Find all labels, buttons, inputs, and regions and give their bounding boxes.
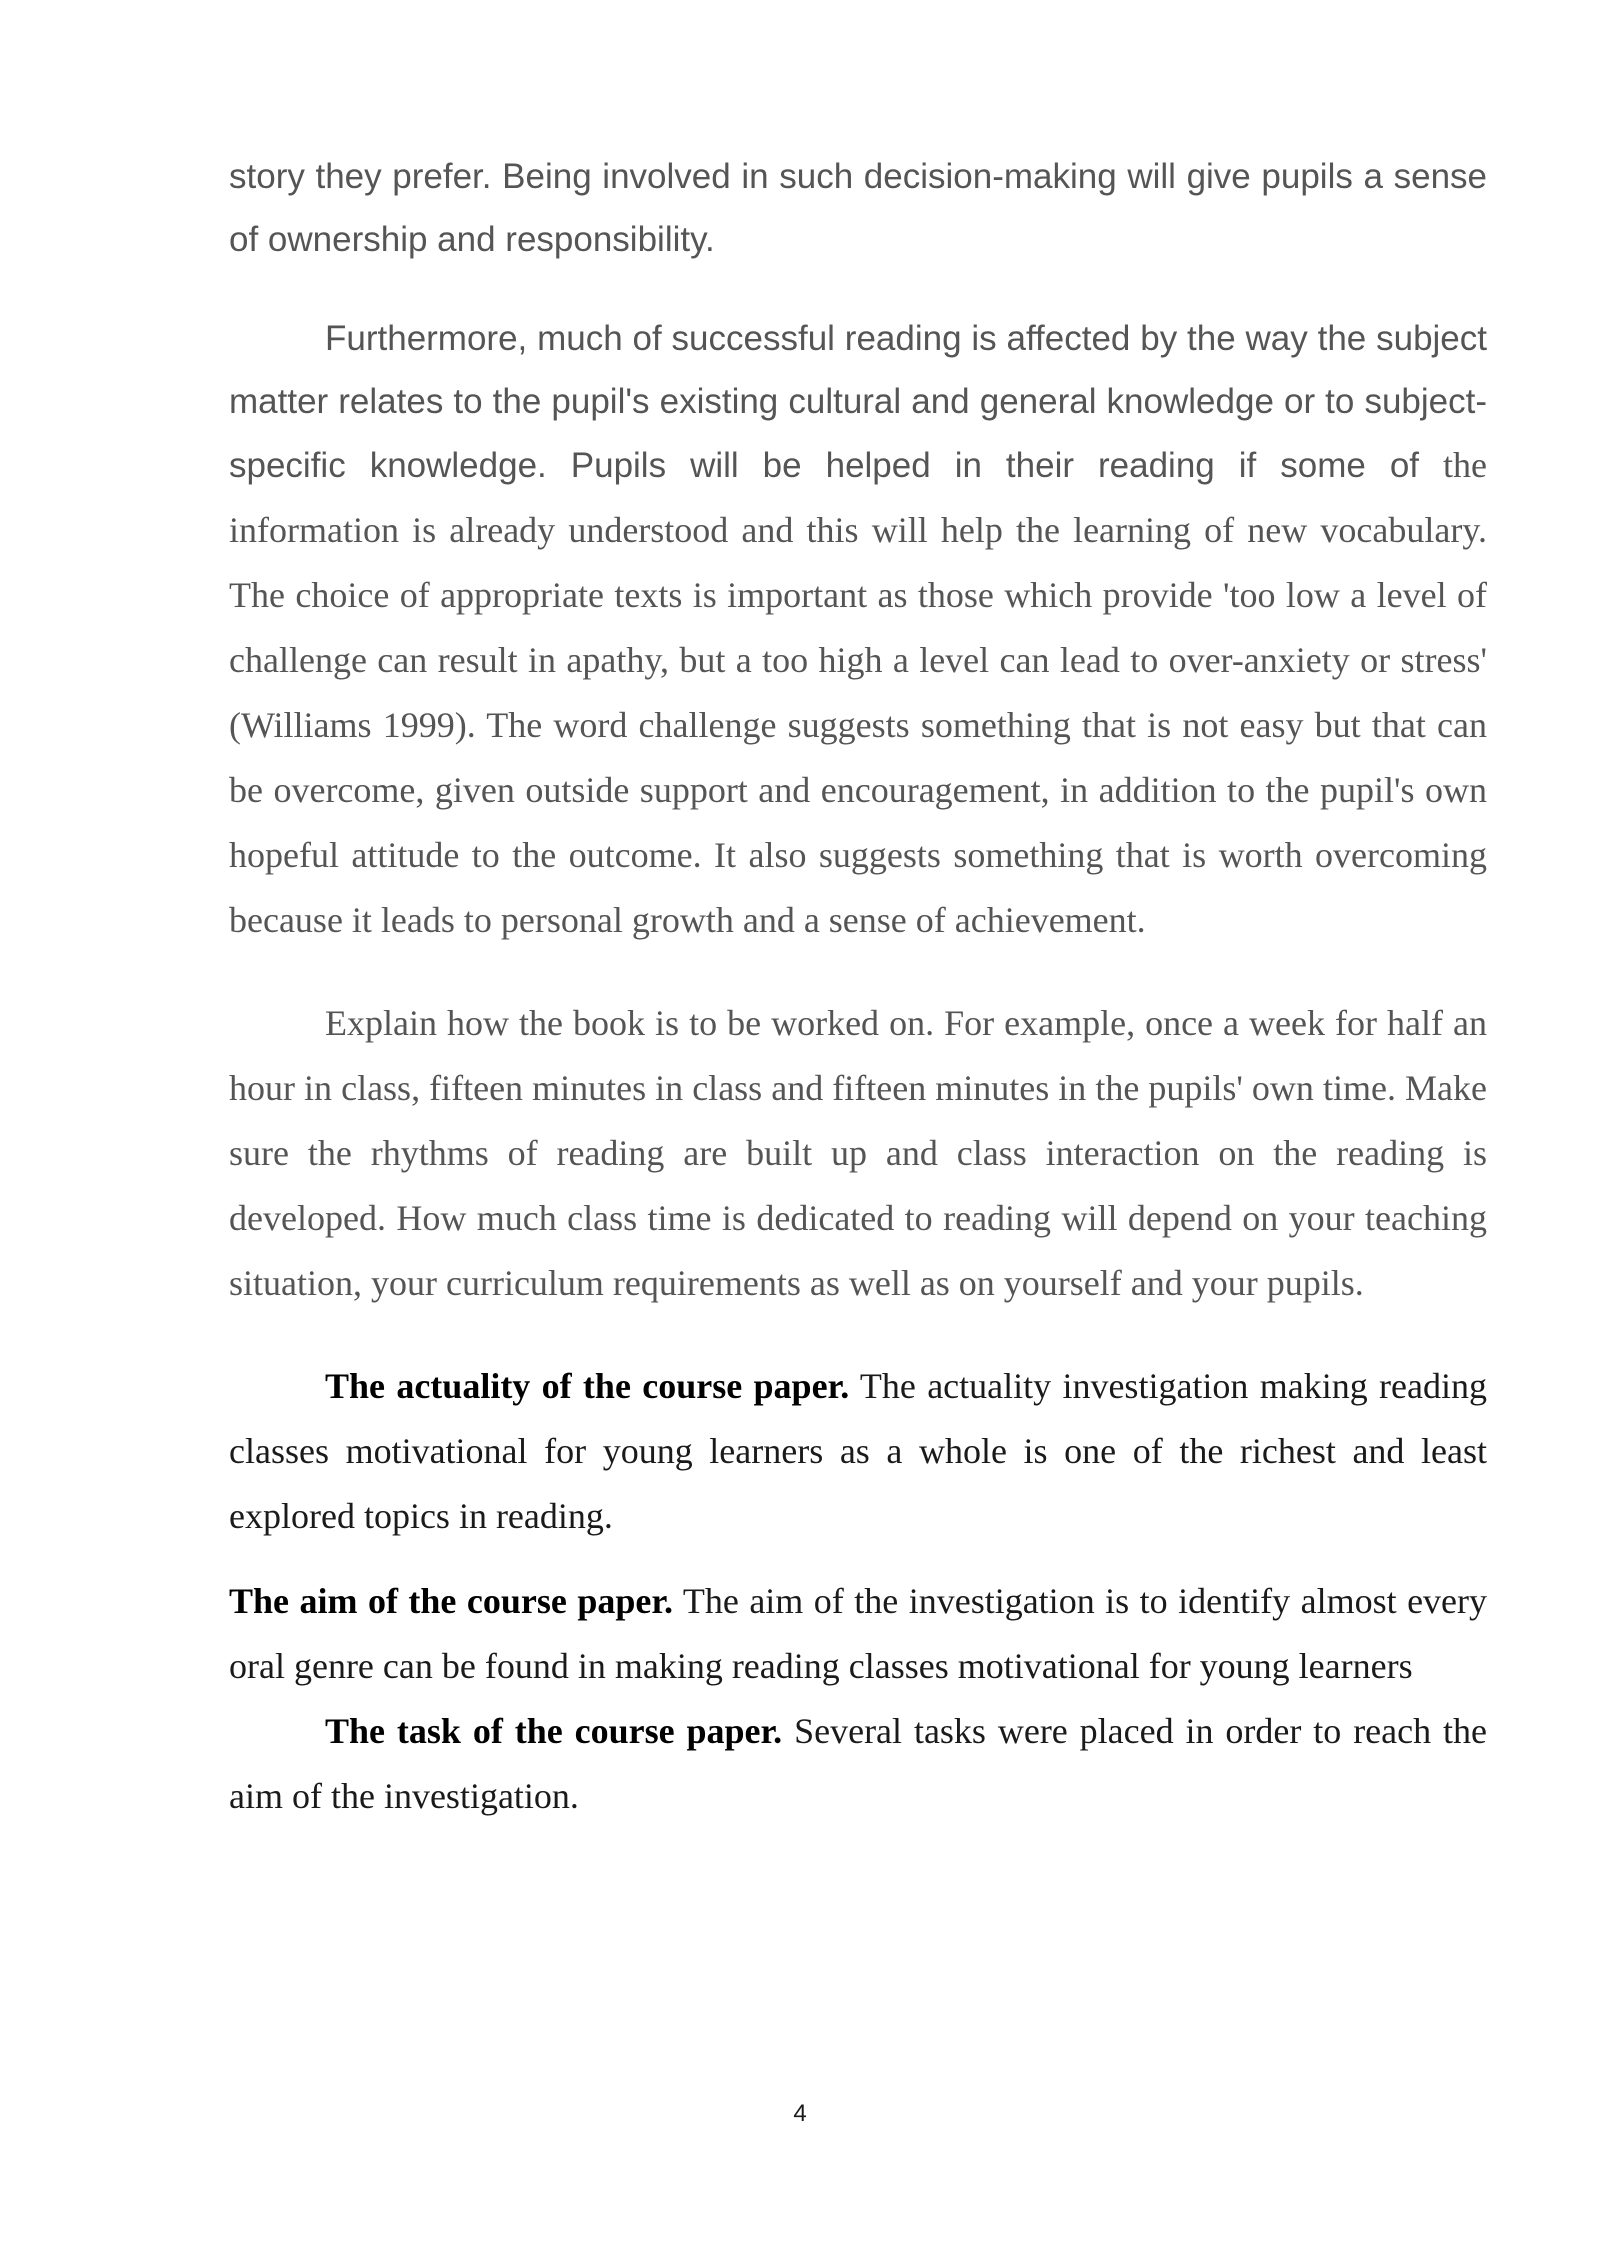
paragraph-actuality (229, 1354, 1487, 1549)
paragraph-subject-knowledge-sans-text: Furthermore, much of successful reading is affected by the way the subject matter relates to the pupil's existing cultural and general knowledge or to subject-specific knowledge. Pupils will be helped in their reading if some of (229, 319, 1487, 485)
paragraph-ownership-text: story they prefer. Being involved in such decision-making will give pupils a sense of ownership and responsibility. (229, 157, 1487, 259)
actuality-heading: The actuality of the course paper. (325, 1366, 850, 1406)
page-number: 4 (793, 2100, 807, 2127)
task-heading: The task of the course paper. (325, 1711, 783, 1751)
aim-heading: The aim of the course paper. (229, 1581, 674, 1621)
paragraph-task (229, 1699, 1487, 1829)
paragraph-aim (229, 1569, 1487, 1699)
paragraph-ownership (229, 145, 1487, 271)
paragraph-book-work-text: Explain how the book is to be worked on. For example, once a week for half an hour in class, fifteen minutes in class and fifteen minutes in the pupils' own time. Make sure the rhythms of reading are built up and class interaction on the reading is developed. How much class time is dedicated to reading will depend on your teaching situation, your curriculum requirements as well as on yourself and your pupils. (229, 1003, 1487, 1303)
paragraph-subject-knowledge (229, 307, 1487, 953)
task-text: Several tasks were placed in order to reach the aim of the investigation. (229, 1711, 1487, 1816)
paragraph-book-work (229, 991, 1487, 1316)
actuality-text: The actuality investigation making reading classes motivational for young learners as a whole is one of the richest and least explored topics in reading. (229, 1366, 1487, 1536)
paragraph-subject-knowledge-serif-text: the information is already understood and this will help the learning of new vocabulary. The choice of appropriate texts is important as those which provide 'too low a level of challenge can result in apathy, but a too high a level can lead to over-anxiety or stress' (Williams 1999). The word challenge suggests something that is not easy but that can be overcome, given outside support and encouragement, in addition to the pupil's own hopeful attitude to the outcome. It also suggests something that is worth overcoming because it leads to personal growth and a sense of achievement. (229, 445, 1487, 940)
aim-text: The aim of the investigation is to identify almost every oral genre can be found in making reading classes motivational for young learners (229, 1581, 1488, 1686)
page-body (229, 145, 1487, 1829)
